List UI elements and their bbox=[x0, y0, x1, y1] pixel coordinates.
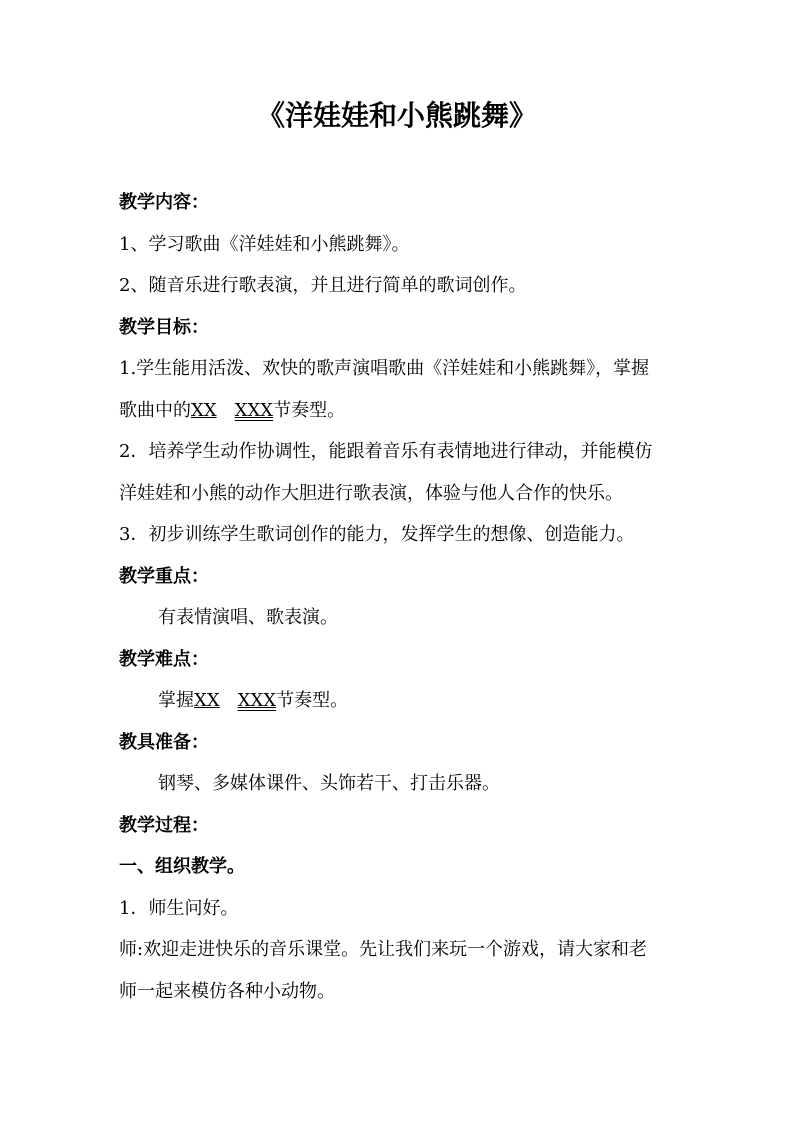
goal-1-line-1: 1.学生能用活泼、欢快的歌声演唱歌曲《洋娃娃和小熊跳舞》，掌握 bbox=[119, 358, 650, 379]
content-item-1: 1、学习歌曲《洋娃娃和小熊跳舞》。 bbox=[119, 234, 410, 255]
key-point-heading: 教学重点： bbox=[119, 566, 209, 587]
rhythm-pattern-xxx: XXX bbox=[234, 400, 274, 421]
rhythm-pattern-xxx: XXX bbox=[237, 690, 277, 711]
document-title: 《洋娃娃和小熊跳舞》 bbox=[256, 99, 537, 132]
difficulty-heading: 教学难点： bbox=[119, 649, 209, 670]
content-heading: 教学内容： bbox=[119, 192, 209, 213]
goal-3: 3．初步训练学生歌词创作的能力，发挥学生的想像、创造能力。 bbox=[119, 524, 635, 545]
difficulty-text bbox=[158, 686, 348, 716]
tools-text: 钢琴、多媒体课件、头饰若干、打击乐器。 bbox=[158, 773, 500, 794]
rhythm-suffix: 节奏型。 bbox=[273, 400, 346, 421]
key-point-text: 有表情演唱、歌表演。 bbox=[158, 607, 338, 628]
teacher-line-2: 师一起来模仿各种小动物。 bbox=[119, 981, 335, 1002]
rhythm-pattern-xx: XX bbox=[191, 400, 217, 421]
goals-heading: 教学目标： bbox=[119, 317, 209, 338]
rhythm-pattern-xx: XX bbox=[194, 690, 220, 711]
process-heading: 教学过程： bbox=[119, 815, 209, 836]
teacher-line-1: 师:欢迎走进快乐的音乐课堂。先让我们来玩一个游戏，请大家和老 bbox=[119, 939, 648, 960]
rhythm-suffix: 节奏型。 bbox=[276, 690, 349, 711]
tools-heading: 教具准备： bbox=[119, 732, 209, 753]
content-item-2: 2、随音乐进行歌表演，并且进行简单的歌词创作。 bbox=[119, 275, 527, 296]
section-1-heading: 一、组织教学。 bbox=[119, 856, 245, 877]
step-1: 1．师生问好。 bbox=[119, 898, 239, 919]
goal-2-line-1: 2．培养学生动作协调性，能跟着音乐有表情地进行律动，并能模仿 bbox=[119, 441, 653, 462]
goal-1-prefix: 歌曲中的 bbox=[119, 400, 191, 421]
difficulty-prefix: 掌握 bbox=[158, 690, 194, 711]
goal-1-line-2 bbox=[119, 396, 345, 426]
goal-2-line-2: 洋娃娃和小熊的动作大胆进行歌表演，体验与他人合作的快乐。 bbox=[119, 483, 623, 504]
